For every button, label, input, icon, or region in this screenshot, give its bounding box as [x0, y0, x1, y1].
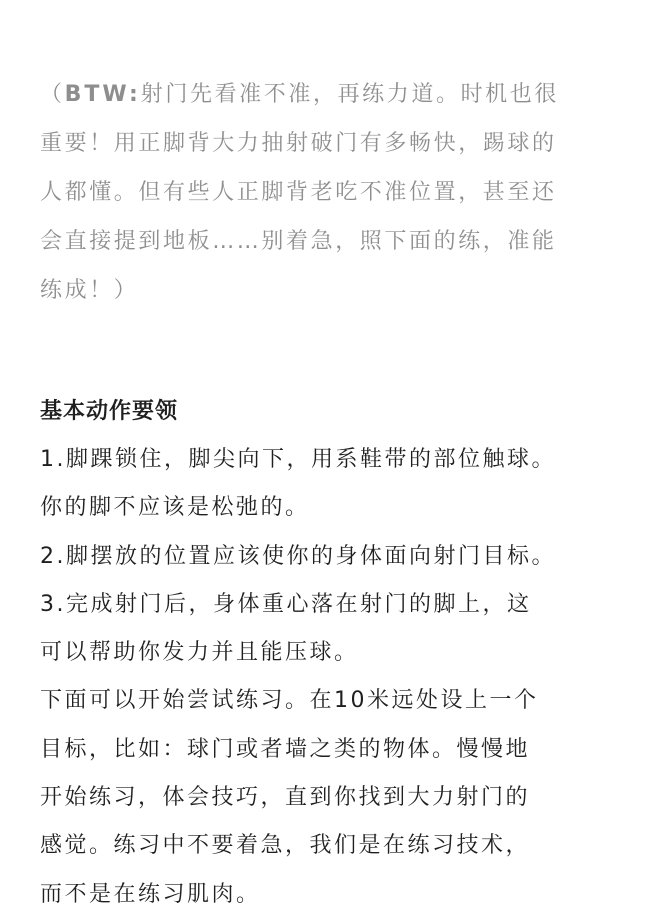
basic-technique-section — [40, 388, 620, 919]
body-line-7: 目标，比如：球门或者墙之类的物体。慢慢地 — [40, 736, 531, 762]
body-line-9: 感觉。练习中不要着急，我们是在练习技术， — [40, 833, 531, 859]
body-line-8: 开始练习，体会技巧，直到你找到大力射门的 — [40, 785, 531, 811]
open-paren: （ — [40, 82, 65, 107]
btw-note-line-1 — [40, 70, 615, 119]
body-line-6: 下面可以开始尝试练习。在10米远处设上一个 — [40, 688, 539, 714]
body-line-10: 而不是在练习肌肉。 — [40, 881, 261, 907]
btw-note-line-3: 人都懂。但有些人正脚背老吃不准位置，甚至还 — [40, 180, 557, 205]
section-title: 基本动作要领 — [40, 399, 179, 424]
btw-note-line-2: 重要！用正脚背大力抽射破门有多畅快，踢球的 — [40, 131, 557, 156]
btw-label: BTW: — [64, 82, 141, 107]
btw-note-text: 射门先看准不准，再练力道。时机也很 — [140, 82, 559, 107]
body-line-5: 可以帮助你发力并且能压球。 — [40, 640, 359, 666]
btw-note-line-5: 练成！） — [40, 278, 139, 303]
body-line-1: 1.脚踝锁住，脚尖向下，用系鞋带的部位触球。 — [40, 447, 556, 472]
body-line-3: 2.脚摆放的位置应该使你的身体面向射门目标。 — [40, 543, 556, 569]
body-line-2: 你的脚不应该是松弛的。 — [40, 495, 310, 521]
btw-note-line-4: 会直接提到地板……别着急，照下面的练，准能 — [40, 229, 557, 254]
body-line-4: 3.完成射门后，身体重心落在射门的脚上，这 — [40, 591, 532, 617]
btw-note — [40, 70, 615, 315]
